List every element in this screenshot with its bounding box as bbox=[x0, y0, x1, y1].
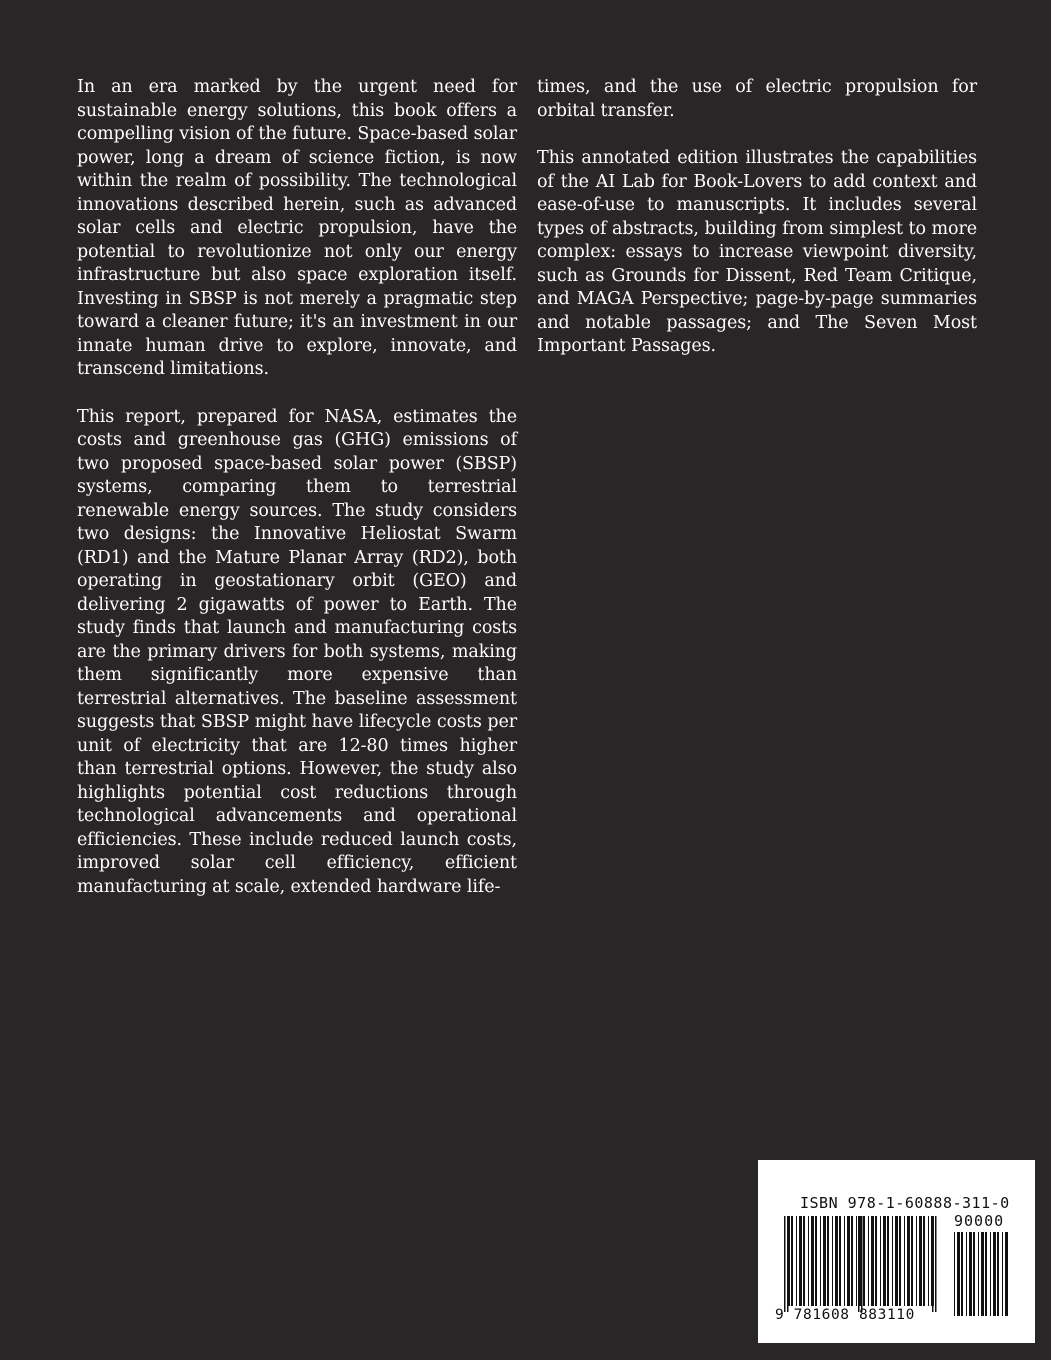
isbn-label: ISBN 978-1-60888-311-0 bbox=[800, 1194, 1010, 1212]
barcode-bar bbox=[981, 1232, 984, 1316]
barcode-bar bbox=[791, 1216, 793, 1306]
barcode-bar bbox=[990, 1232, 991, 1316]
ean-digits: 9 781608 883110 bbox=[775, 1307, 915, 1323]
barcode-bar bbox=[904, 1216, 905, 1306]
barcode-bar bbox=[880, 1216, 881, 1306]
barcode-guard-bar bbox=[861, 1216, 863, 1312]
barcode-bar bbox=[851, 1216, 853, 1306]
barcode-bar bbox=[895, 1216, 898, 1306]
barcode-bar bbox=[985, 1232, 987, 1316]
barcode-bar bbox=[957, 1232, 960, 1316]
barcode-bar bbox=[808, 1216, 809, 1306]
barcode-bar bbox=[887, 1216, 889, 1306]
right-column bbox=[537, 76, 977, 383]
barcode-bar bbox=[892, 1216, 893, 1306]
barcode-bar bbox=[796, 1216, 797, 1306]
barcode-bar bbox=[868, 1216, 869, 1306]
barcode-bar bbox=[923, 1216, 925, 1306]
barcode-bar bbox=[811, 1216, 814, 1306]
barcode-bar bbox=[899, 1216, 901, 1306]
barcode-bar bbox=[827, 1216, 829, 1306]
barcode-bar bbox=[954, 1232, 955, 1316]
barcode-bar bbox=[928, 1216, 929, 1306]
barcode-bar bbox=[856, 1216, 857, 1306]
barcode-bar bbox=[919, 1216, 922, 1306]
barcode-bar bbox=[835, 1216, 838, 1306]
barcode-guard-bar bbox=[787, 1216, 789, 1312]
barcode-bar bbox=[907, 1216, 910, 1306]
isbn-barcode bbox=[758, 1160, 1035, 1343]
barcode-bar bbox=[832, 1216, 833, 1306]
barcode-bar bbox=[997, 1232, 999, 1316]
barcode-guard-bar bbox=[858, 1216, 860, 1312]
barcode-guard-bar bbox=[932, 1216, 934, 1312]
barcode-bar bbox=[815, 1216, 817, 1306]
barcode-bar bbox=[961, 1232, 963, 1316]
barcode-bar bbox=[839, 1216, 841, 1306]
left-column bbox=[77, 76, 517, 923]
barcode-bar bbox=[978, 1232, 979, 1316]
barcode-bar bbox=[823, 1216, 826, 1306]
barcode-bar bbox=[1002, 1232, 1003, 1316]
barcode-bar bbox=[844, 1216, 845, 1306]
barcode-bar bbox=[883, 1216, 886, 1306]
barcode-guard-bar bbox=[935, 1216, 937, 1312]
barcode-bar bbox=[916, 1216, 917, 1306]
barcode-guard-bar bbox=[784, 1216, 786, 1312]
barcode-addon-digits: 90000 bbox=[954, 1212, 1005, 1230]
barcode-bar bbox=[803, 1216, 805, 1306]
barcode-bar bbox=[799, 1216, 802, 1306]
barcode-bar bbox=[863, 1216, 865, 1306]
summary-continuation-paragraph: times, and the use of electric propulsion for orbital transfer. bbox=[537, 77, 977, 121]
barcode-bar bbox=[969, 1232, 972, 1316]
barcode-bar bbox=[1005, 1232, 1008, 1316]
barcode-bar bbox=[875, 1216, 877, 1306]
edition-note-paragraph: This annotated edition illustrates the capabilities of the AI Lab for Book-Lovers to add context and ease-of-use to manuscripts. It includes several types of abstracts, building from simplest to more complex: essays to increase viewpoint diversity, such as Grounds for Dissent, Red Team Critique, and MAGA Perspective; page-by-page summaries and notable passages; and The Seven Most Important Passages. bbox=[537, 148, 977, 356]
barcode-bar bbox=[973, 1232, 975, 1316]
intro-paragraph: In an era marked by the urgent need for sustainable energy solutions, this book offers a compelling vision of the future. Space-based solar power, long a dream of science fiction, is now within the realm of possibility. The technological innovations described herein, such as advanced solar cells and electric propulsion, have the potential to revolutionize not only our energy infrastructure but also space exploration itself. Investing in SBSP is not merely a pragmatic step toward a cleaner future; it's an investment in our innate human drive to explore, innovate, and transcend limitations. bbox=[77, 77, 517, 379]
barcode-bar bbox=[966, 1232, 967, 1316]
barcode-bar bbox=[871, 1216, 874, 1306]
barcode-bar bbox=[820, 1216, 821, 1306]
summary-paragraph: This report, prepared for NASA, estimates the costs and greenhouse gas (GHG) emissions of two proposed space-based solar power (SBSP) systems, comparing them to terrestrial renewable energy sources. The study considers two designs: the Innovative Heliostat Swarm (RD1) and the Mature Planar Array (RD2), both operating in geostationary orbit (GEO) and delivering 2 gigawatts of power to Earth. The study finds that launch and manufacturing costs are the primary drivers for both systems, making them significantly more expensive than terrestrial alternatives. The baseline assessment suggests that SBSP might have lifecycle costs per unit of electricity that are 12-80 times higher than terrestrial options. However, the study also highlights potential cost reductions through technological advancements and operational efficiencies. These include reduced launch costs, improved solar cell efficiency, efficient manufacturing at scale, extended hardware life- bbox=[77, 406, 517, 897]
barcode-bar bbox=[847, 1216, 850, 1306]
barcode-bar bbox=[911, 1216, 913, 1306]
barcode-bar bbox=[993, 1232, 996, 1316]
